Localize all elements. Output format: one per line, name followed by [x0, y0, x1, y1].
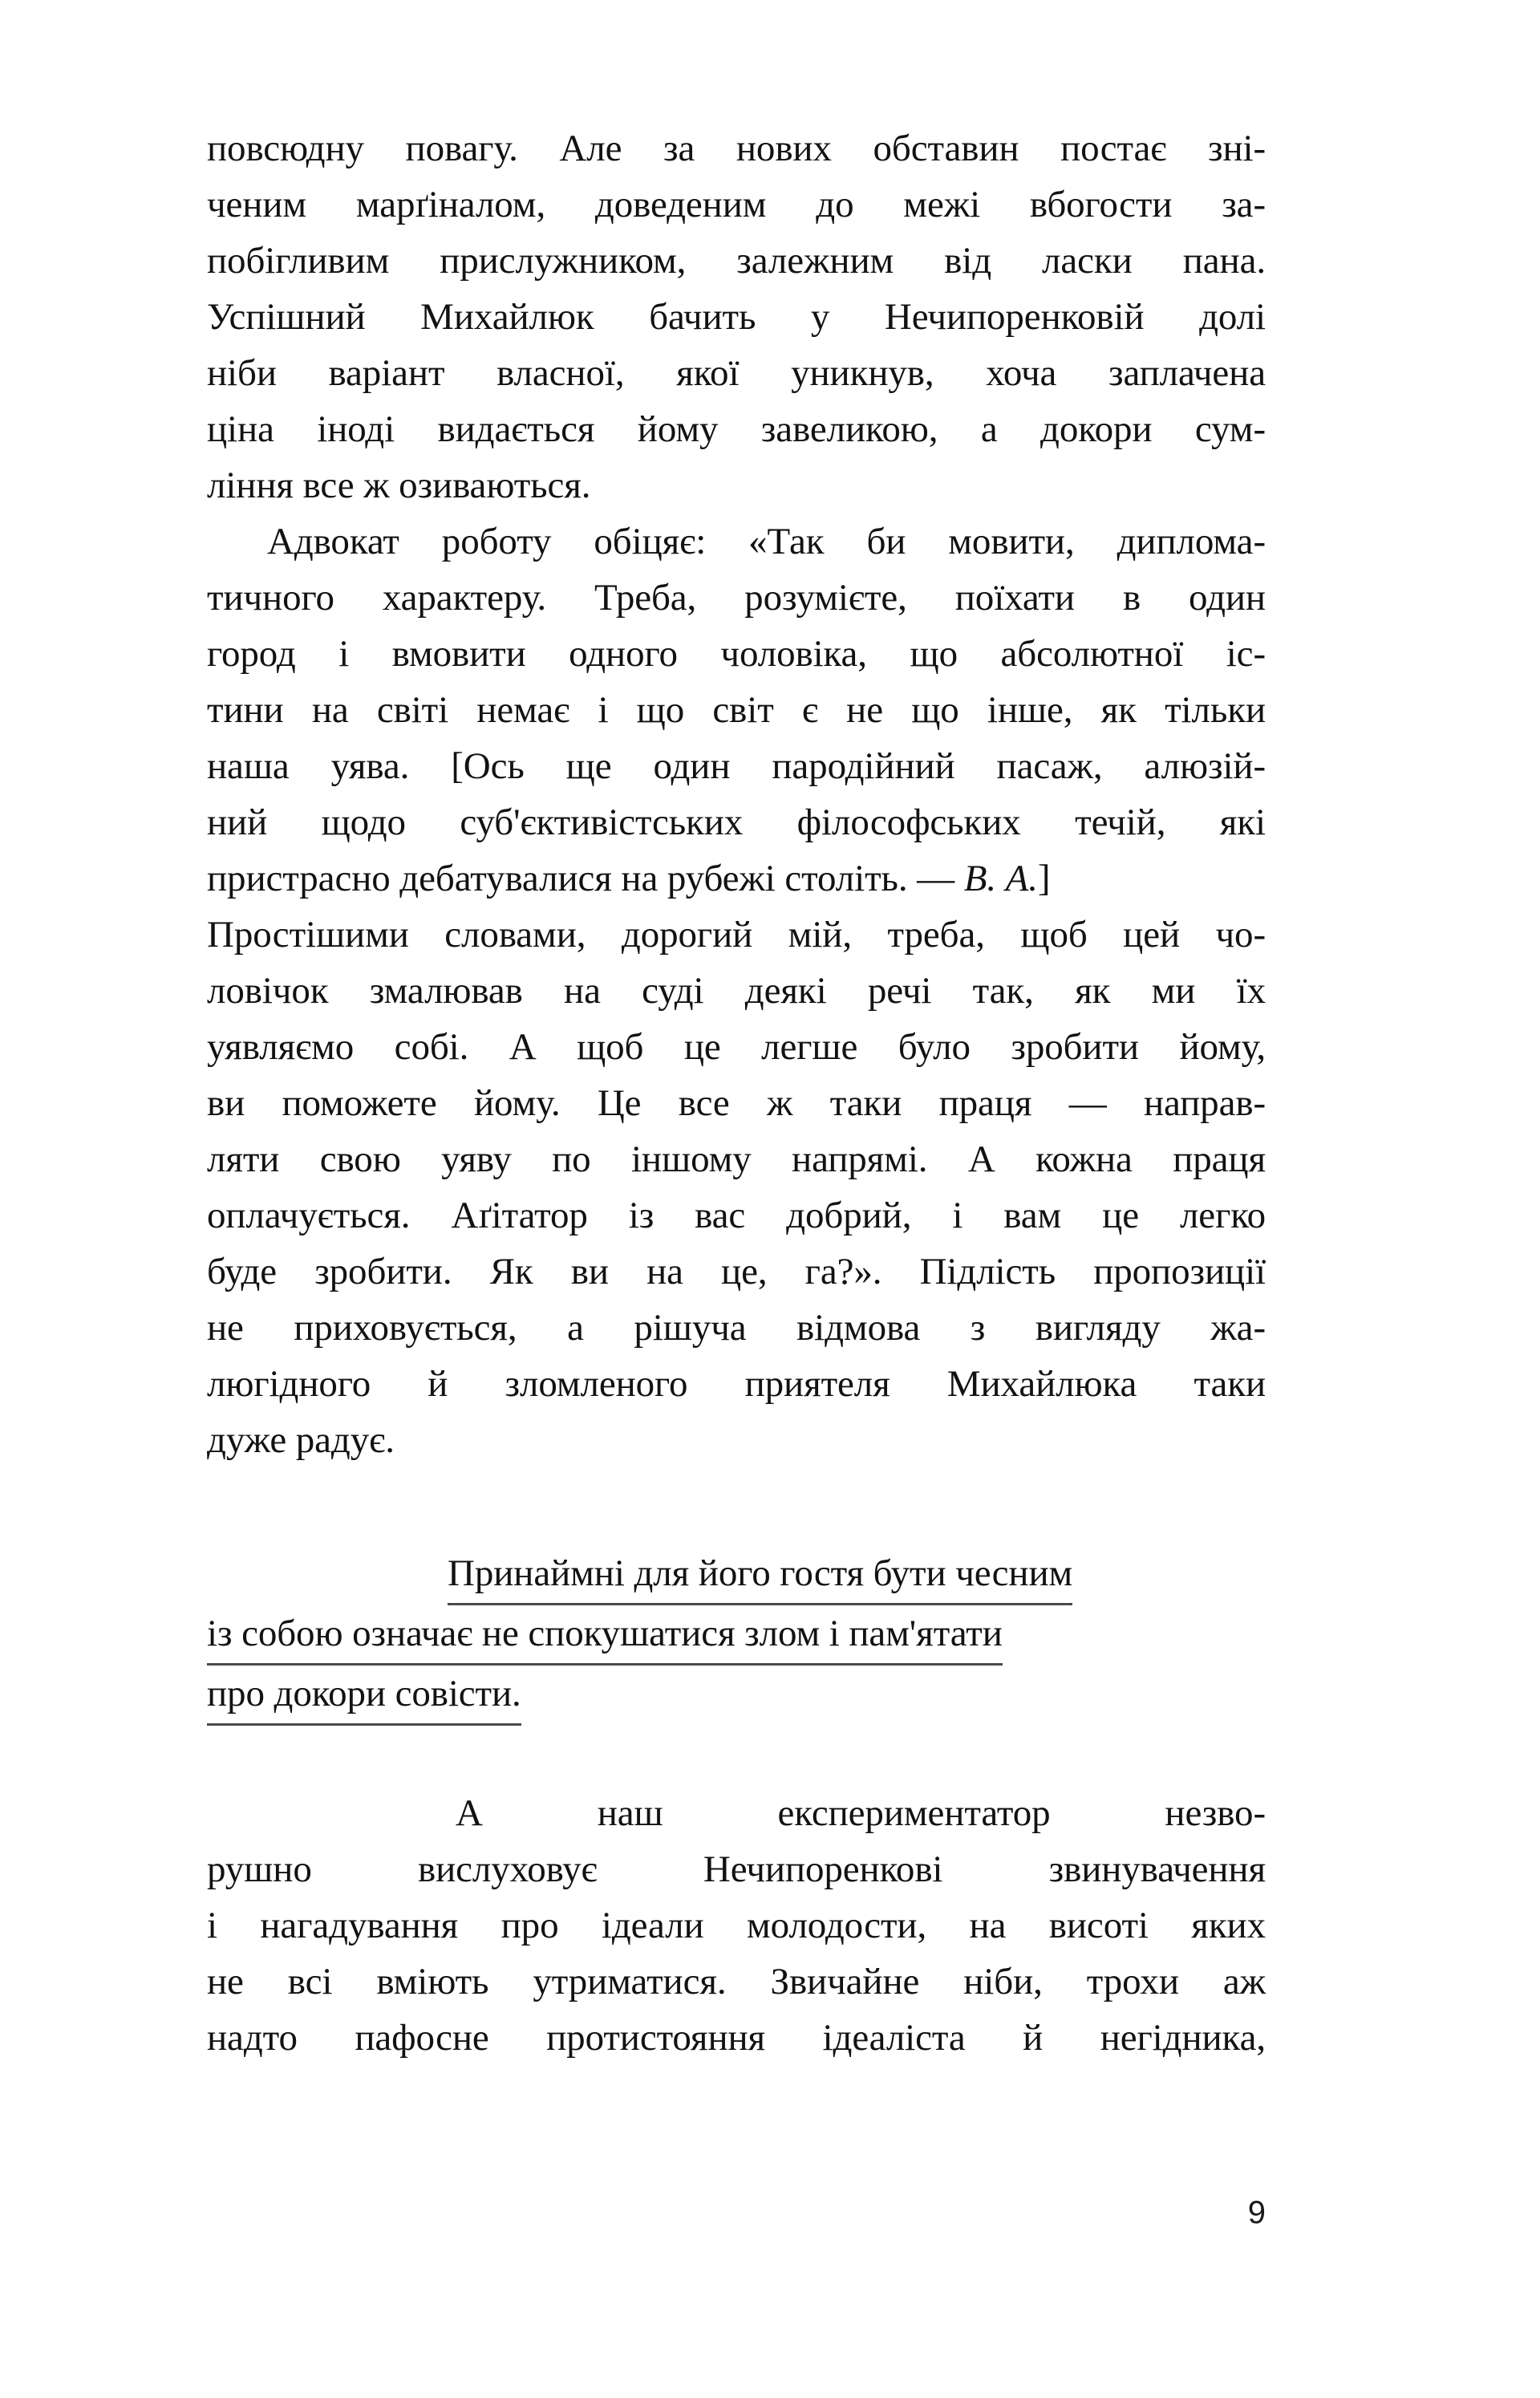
text-line: дуже радує.	[207, 1419, 395, 1461]
text-line: не всі вміють утриматися. Звичайне ніби, трохи аж	[207, 1961, 1266, 2002]
text-line: ляти свою уяву по іншому напрямі. А кожна праця	[207, 1138, 1266, 1180]
block-spacer	[207, 1726, 1266, 1785]
text-line: Простішими словами, дорогий мій, треба, щоб цей чо-	[207, 914, 1266, 956]
block-spacer	[207, 1468, 1266, 1545]
text-line: ління все ж озиваються.	[207, 465, 591, 506]
text-line: ний щодо суб'єктивістських філософських течій, які	[207, 801, 1266, 843]
text-line-indented	[207, 1785, 1266, 1841]
quote-line	[207, 1666, 1266, 1726]
text-line: ви поможете йому. Це все ж таки праця — направ-	[207, 1082, 1266, 1124]
editorial-dash: —	[907, 858, 964, 899]
page-text-body	[207, 120, 1266, 2066]
text-line: город і вмовити одного чоловіка, що абсолютної іс-	[207, 633, 1266, 675]
text-line: ченим марґіналом, доведеним до межі вбогости за-	[207, 184, 1266, 225]
text-line: Адвокат роботу обіцяє: «Так би мовити, диплома-	[267, 521, 1266, 562]
page-number: 9	[1247, 2195, 1266, 2230]
editorial-bracket-close: ]	[1037, 858, 1051, 899]
text-line: не приховується, а рішуча відмова з вигляду жа-	[207, 1307, 1266, 1349]
editorial-initials: В. А.	[963, 858, 1038, 899]
quote-line-text: Принаймні для його гостя бути чесним	[448, 1550, 1072, 1605]
text-line: пристрасно дебатувалися на рубежі століть.	[207, 858, 908, 899]
text-line: оплачується. Аґітатор із вас добрий, і вам це легко	[207, 1195, 1266, 1236]
text-line: побігливим прислужником, залежним від ласки пана.	[207, 240, 1266, 282]
text-line: ціна іноді видається йому завеликою, а докори сум-	[207, 408, 1266, 450]
quote-line-text: із собою означає не спокушатися злом і пам'ятати	[207, 1610, 1003, 1666]
text-line: уявляємо собі. А щоб це легше було зробити йому,	[207, 1026, 1266, 1068]
text-line: А наш експериментатор незво-	[456, 1792, 1266, 1834]
paragraph-lawyer-quote	[207, 513, 1266, 1468]
text-line: ніби варіант власної, якої уникнув, хоча заплачена	[207, 352, 1266, 394]
paragraph-experimenter	[207, 1785, 1266, 2066]
text-line: тини на світі немає і що світ є не що інше, як тільки	[207, 689, 1266, 731]
text-line: надто пафосне протистояння ідеаліста й негідника,	[207, 2017, 1266, 2059]
quote-line	[207, 1605, 1266, 1666]
text-line: ловічок змалював на суді деякі речі так, як ми їх	[207, 970, 1266, 1012]
underlined-quote-block	[207, 1545, 1266, 1726]
text-line: тичного характеру. Треба, розумієте, поїхати в один	[207, 577, 1266, 619]
quote-line-text: про докори совісти.	[207, 1670, 521, 1726]
text-line: рушно вислуховує Нечипоренкові звинувачення	[207, 1848, 1266, 1890]
text-line-editorial	[207, 850, 1266, 907]
quote-line	[207, 1545, 1266, 1605]
text-line: і нагадування про ідеали молодости, на висоті яких	[207, 1905, 1266, 1946]
text-line: буде зробити. Як ви на це, га?». Підлість пропозиції	[207, 1251, 1266, 1292]
text-line: люгідного й зломленого приятеля Михайлюка таки	[207, 1363, 1266, 1405]
text-line: наша уява. [Ось ще один пародійний пасаж, алюзій-	[207, 745, 1266, 787]
paragraph-continuation	[207, 120, 1266, 513]
text-line: повсюдну повагу. Але за нових обставин постає зні-	[207, 128, 1266, 169]
text-line: Успішний Михайлюк бачить у Нечипоренковій долі	[207, 296, 1266, 338]
text-line-indented	[207, 513, 1266, 570]
